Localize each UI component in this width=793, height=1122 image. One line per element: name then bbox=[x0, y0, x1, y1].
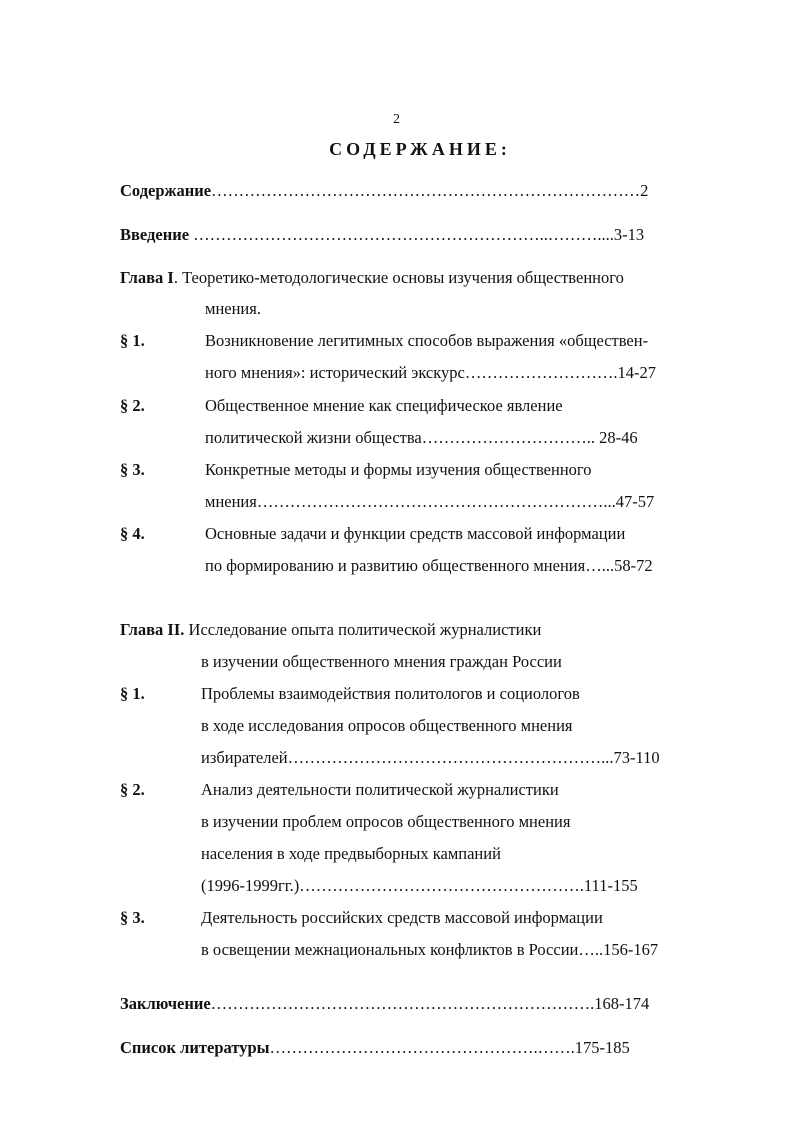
section-leader-text: избирателей…………………………………………………... bbox=[201, 748, 614, 767]
toc-pages: 2 bbox=[640, 181, 649, 200]
toc-leader: ………………………………………………………..……….... bbox=[189, 225, 614, 244]
chapter-title: . Теоретико-методологические основы изучения общественного bbox=[173, 268, 624, 287]
section-title-line: Возникновение легитимных способов выражения «обществен- bbox=[205, 331, 649, 350]
toc-leader: …………………………………………………………………… bbox=[211, 181, 641, 200]
section-leader-text: в освещении межнациональных конфликтов в России….. bbox=[201, 940, 604, 959]
toc-label: Введение bbox=[120, 225, 190, 244]
toc-pages: 175-185 bbox=[574, 1038, 630, 1057]
section-number: § 1. bbox=[120, 331, 145, 350]
section-title-line: Проблемы взаимодействия политологов и социологов bbox=[201, 684, 580, 703]
toc-leader: ……………………………………………………………. bbox=[210, 994, 595, 1013]
toc-leader: ………………………………………….……. bbox=[269, 1038, 575, 1057]
section-title-line: Деятельность российских средств массовой информации bbox=[201, 908, 603, 927]
chapter-title-line: в изучении общественного мнения граждан России bbox=[201, 652, 562, 671]
section-title-line bbox=[205, 428, 638, 448]
section-leader-text: ного мнения»: исторический экскурс………………………. bbox=[205, 363, 618, 382]
toc-label: Содержание bbox=[120, 181, 212, 200]
section-title-line: в ходе исследования опросов общественного мнения bbox=[201, 716, 573, 735]
section-title-line bbox=[205, 556, 653, 576]
section-title-line bbox=[201, 748, 660, 768]
section-leader-text: по формированию и развитию общественного мнения…... bbox=[205, 556, 615, 575]
section-number: § 3. bbox=[120, 460, 145, 479]
section-title-line: Основные задачи и функции средств массовой информации bbox=[205, 524, 626, 543]
toc-entry-contents bbox=[120, 181, 648, 201]
toc-entry-conclusion bbox=[120, 994, 649, 1014]
toc-pages: 28-46 bbox=[595, 428, 638, 447]
section-title-line bbox=[201, 940, 658, 960]
section-title-line: Анализ деятельности политической журналистики bbox=[201, 780, 559, 799]
section-title-line: Конкретные методы и формы изучения общественного bbox=[205, 460, 592, 479]
toc-pages: 3-13 bbox=[613, 225, 645, 244]
page-title: СОДЕРЖАНИЕ: bbox=[329, 139, 511, 159]
section-leader-text: (1996-1999гг.)……………………………………………. bbox=[201, 876, 584, 895]
section-number: § 3. bbox=[120, 908, 145, 927]
toc-pages: 168-174 bbox=[594, 994, 650, 1013]
chapter-title-line: мнения. bbox=[205, 299, 261, 318]
section-number: § 2. bbox=[120, 396, 145, 415]
toc-label: Список литературы bbox=[120, 1038, 270, 1057]
section-leader-text: политической жизни общества………………………….. bbox=[205, 428, 596, 447]
toc-entry-intro bbox=[120, 225, 644, 245]
toc-entry-references bbox=[120, 1038, 630, 1058]
section-title-line: населения в ходе предвыборных кампаний bbox=[201, 844, 501, 863]
toc-pages: 14-27 bbox=[617, 363, 656, 382]
section-number: § 1. bbox=[120, 684, 145, 703]
chapter-title: Исследование опыта политической журналистики bbox=[188, 620, 542, 639]
section-title-line bbox=[201, 876, 638, 896]
chapter-label: Глава II. bbox=[120, 620, 185, 639]
chapter-2-heading bbox=[120, 620, 541, 640]
section-number: § 2. bbox=[120, 780, 145, 799]
section-title-line: в изучении проблем опросов общественного мнения bbox=[201, 812, 571, 831]
toc-pages: 58-72 bbox=[614, 556, 653, 575]
section-title-line: Общественное мнение как специфическое явление bbox=[205, 396, 563, 415]
chapter-1-heading bbox=[120, 268, 624, 288]
section-number: § 4. bbox=[120, 524, 145, 543]
page-number: 2 bbox=[393, 112, 400, 127]
section-title-line bbox=[205, 363, 656, 383]
section-leader-text: мнения………………………………………………………... bbox=[205, 492, 616, 511]
chapter-label: Глава I bbox=[120, 268, 174, 287]
toc-pages: 111-155 bbox=[583, 876, 638, 895]
toc-label: Заключение bbox=[120, 994, 211, 1013]
toc-pages: 73-110 bbox=[613, 748, 660, 767]
section-title-line bbox=[205, 492, 654, 512]
toc-pages: 47-57 bbox=[615, 492, 655, 511]
toc-pages: 156-167 bbox=[603, 940, 659, 959]
